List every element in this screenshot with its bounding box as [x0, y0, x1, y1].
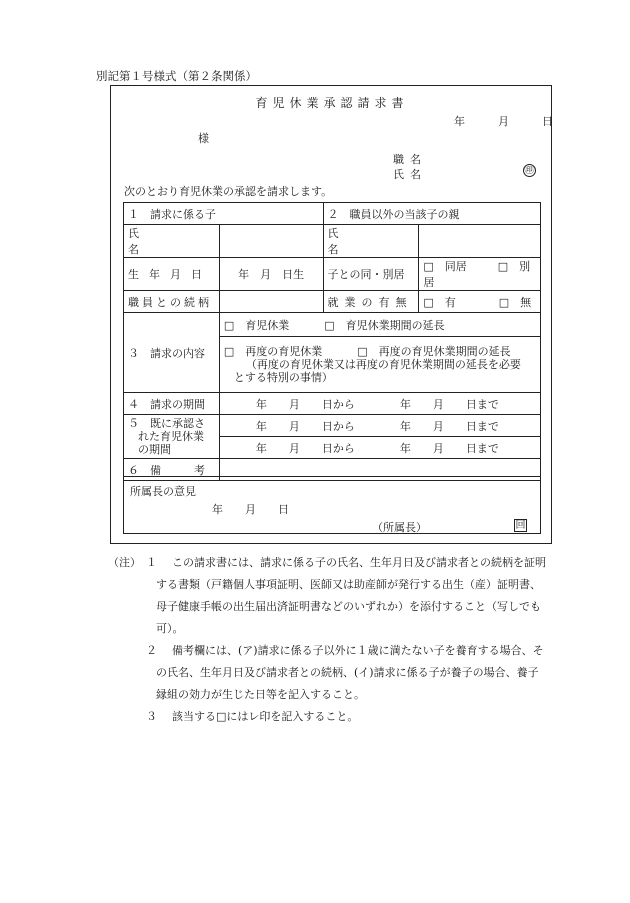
- dob-field[interactable]: 年 月 日生: [219, 258, 323, 291]
- leave-extension-checkbox[interactable]: □ 育児休業期間の延長: [324, 318, 445, 332]
- opinion-date: 年 月 日: [212, 503, 289, 516]
- name-label: 氏名: [393, 168, 427, 181]
- employment-no-checkbox[interactable]: □ 無: [498, 295, 532, 309]
- table-row: [124, 203, 541, 225]
- child-name-field[interactable]: [219, 225, 323, 258]
- approved-period-2[interactable]: 年 月 日から 年 月 日まで: [219, 437, 540, 459]
- child-name-label: 氏名: [124, 225, 220, 258]
- request-options-1: [219, 313, 540, 337]
- parent-name-field[interactable]: [419, 225, 541, 258]
- childcare-leave-checkbox[interactable]: □ 育児休業: [223, 318, 290, 332]
- employment-label: 就業の有無: [323, 291, 419, 313]
- repeat-leave-checkbox[interactable]: □ 再度の育児休業: [223, 345, 323, 358]
- section-4-label: ４ 請求の期間: [124, 393, 220, 415]
- addressee-label: 様: [198, 132, 209, 145]
- section-2-header: ２ 職員以外の当該子の親: [323, 203, 541, 225]
- chief-seal-mark: 回: [515, 520, 526, 531]
- request-table: [123, 202, 541, 481]
- special-reason-note-2: とする特別の事情）: [233, 371, 333, 384]
- request-period[interactable]: 年 月 日から 年 月 日まで: [219, 393, 540, 415]
- request-form: [110, 85, 552, 544]
- approved-period-1[interactable]: 年 月 日から 年 月 日まで: [219, 415, 540, 437]
- opinion-label: 所属長の意見: [130, 485, 196, 498]
- table-row: [124, 415, 541, 437]
- table-row: [124, 313, 541, 337]
- special-reason-note: （再度の育児休業又は再度の育児休業期間の延長を必要: [245, 358, 521, 371]
- post-label: 職名: [393, 153, 427, 166]
- section-1-header: １ 請求に係る子: [124, 203, 324, 225]
- intro-text: 次のとおり育児休業の承認を請求します。: [124, 185, 333, 198]
- repeat-extension-checkbox[interactable]: □ 再度の育児休業期間の延長: [357, 345, 511, 358]
- cohab-same-checkbox[interactable]: □ 同居: [423, 260, 467, 273]
- request-options-2: [219, 337, 540, 393]
- table-row: [124, 393, 541, 415]
- table-row: [124, 258, 541, 291]
- table-row: [124, 291, 541, 313]
- relation-label: 職員との続柄: [124, 291, 220, 313]
- seal-mark: ㊞: [524, 165, 535, 176]
- request-date: 年 月 日: [454, 115, 553, 128]
- note-item-1: １ この請求書には、請求に係る子の氏名、生年月日及び請求者との続柄を証明 する書類（戸籍個人事項証明、医師又は助産師が発行する出生（産）証明書、 母子健康手帳の出生届出済証明書などのいずれか）を添付すること（写しでも 可）。: [146, 556, 546, 635]
- chief-label: （所属長）: [372, 521, 427, 534]
- supervisor-opinion-box[interactable]: [123, 476, 541, 534]
- section-5-label: ５ 既に承認さ れた育児休業 の期間: [124, 415, 220, 459]
- relation-field[interactable]: [219, 291, 323, 313]
- employment-options: [419, 291, 541, 313]
- notes-label: （注）: [108, 556, 141, 569]
- table-row: [124, 225, 541, 258]
- form-title: 育児休業承認請求書: [255, 96, 409, 110]
- employment-yes-checkbox[interactable]: □ 有: [423, 295, 456, 309]
- notes-section: [108, 552, 570, 728]
- parent-name-label: 氏名: [323, 225, 419, 258]
- note-item-3: ３ 該当する□にはレ印を記入すること。: [146, 710, 359, 723]
- cohab-options: [419, 258, 541, 291]
- cohab-separate-checkbox[interactable]: □ 別居: [423, 260, 531, 289]
- note-item-2: ２ 備考欄には、(ア)請求に係る子以外に１歳に満たない子を養育する場合、そ の氏名、生年月日及び請求者との続柄、(イ)請求に係る子が養子の場合、養子 縁組の効力が生じた日等を記入すること。: [146, 644, 544, 701]
- dob-label: 生年月日: [124, 258, 220, 291]
- section-6-label: ６ 備 考: [124, 459, 220, 481]
- cohab-label: 子との同・別居: [323, 258, 419, 291]
- form-number-header: 別記第１号様式（第２条関係）: [96, 69, 257, 83]
- section-3-label: ３ 請求の内容: [124, 313, 220, 393]
